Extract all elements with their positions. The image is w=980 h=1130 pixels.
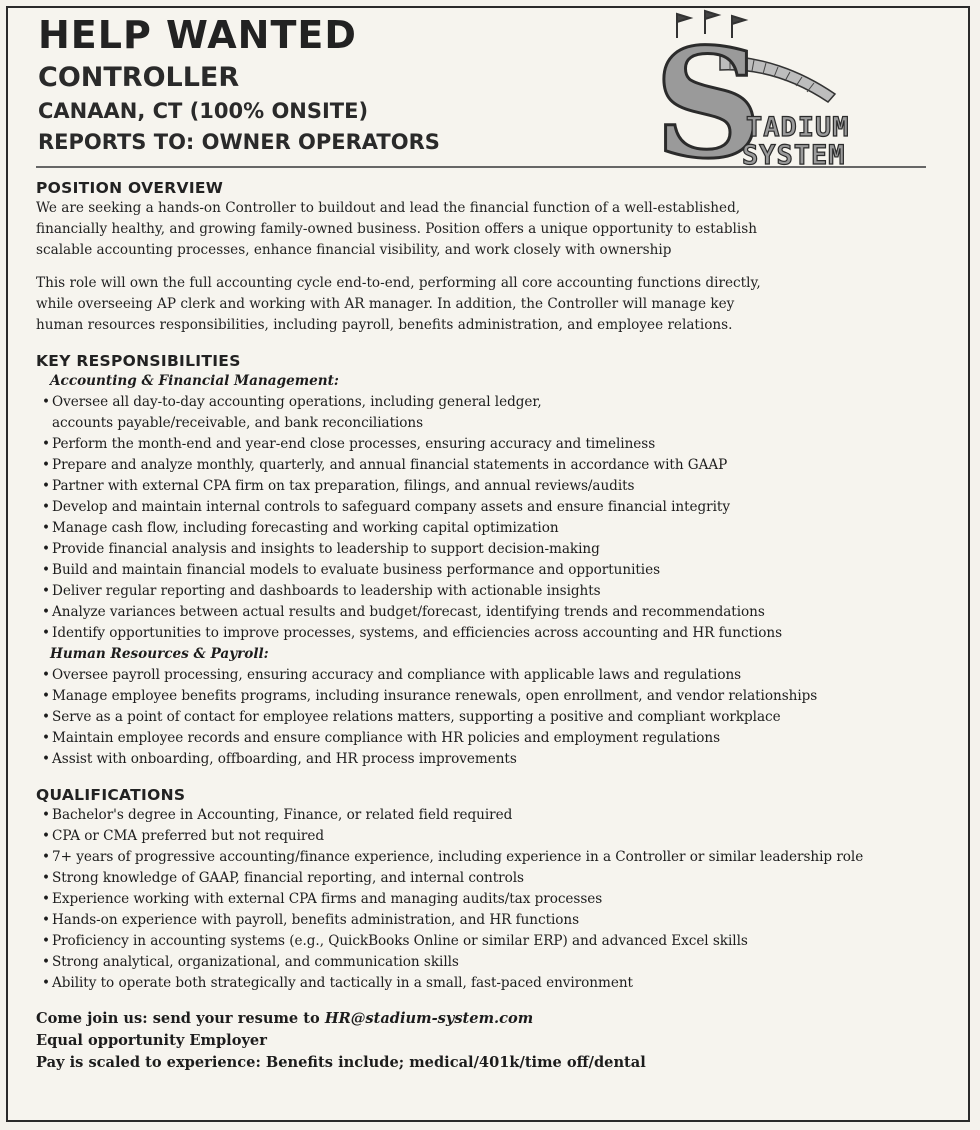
list-item: • Bachelor's degree in Accounting, Finance, or related field required: [42, 805, 954, 826]
list-item: • CPA or CMA preferred but not required: [42, 826, 954, 847]
list-item: • Manage employee benefits programs, including insurance renewals, open enrollment, and vendor relationships: [42, 686, 954, 707]
accounting-list: [36, 392, 954, 644]
apply-line: [36, 1008, 954, 1030]
list-item: • Perform the month-end and year-end close processes, ensuring accuracy and timeliness: [42, 434, 954, 455]
list-item: • 7+ years of progressive accounting/finance experience, including experience in a Controller or similar leadership role: [42, 847, 954, 868]
email-link[interactable]: HR@stadium-system.com: [324, 1010, 534, 1027]
job-location: CANAAN, CT (100% ONSITE): [38, 99, 369, 123]
list-item: • Provide financial analysis and insights to leadership to support decision-making: [42, 539, 954, 560]
list-item: • Maintain employee records and ensure compliance with HR policies and employment regulations: [42, 728, 954, 749]
list-item: • Oversee all day-to-day accounting operations, including general ledger, accounts payable/receivable, and bank reconciliations: [42, 392, 954, 434]
ad-body: [36, 178, 954, 1074]
accounting-subheading: Accounting & Financial Management:: [50, 373, 339, 389]
list-item: • Proficiency in accounting systems (e.g., QuickBooks Online or similar ERP) and advanced Excel skills: [42, 931, 954, 952]
logo-word-stadium: TADIUM: [746, 112, 850, 143]
list-item: • Manage cash flow, including forecasting and working capital optimization: [42, 518, 954, 539]
hr-subheading: Human Resources & Payroll:: [50, 646, 269, 662]
logo-big-letter: S: [654, 16, 763, 168]
list-item: • Hands-on experience with payroll, benefits administration, and HR functions: [42, 910, 954, 931]
logo-word-system: SYSTEM: [742, 140, 846, 168]
overview-paragraph-1: We are seeking a hands-on Controller to buildout and lead the financial function of a well-established, financially healthy, and growing family-owned business. Position offers a unique opportunity to establish scalable accounting processes, enhance financial visibility, and work closely with ownership: [36, 200, 757, 258]
list-item: • Strong knowledge of GAAP, financial reporting, and internal controls: [42, 868, 954, 889]
qualifications-list: [36, 805, 954, 994]
hr-list: [36, 665, 954, 770]
apply-prefix: Come join us: send your resume to: [36, 1010, 325, 1027]
list-item: • Ability to operate both strategically and tactically in a small, fast-paced environment: [42, 973, 954, 994]
list-item: • Assist with onboarding, offboarding, and HR process improvements: [42, 749, 954, 770]
list-item: • Develop and maintain internal controls to safeguard company assets and ensure financial integrity: [42, 497, 954, 518]
list-item: • Analyze variances between actual results and budget/forecast, identifying trends and recommendations: [42, 602, 954, 623]
overview-paragraph-2: This role will own the full accounting cycle end-to-end, performing all core accounting functions directly, while overseeing AP clerk and working with AR manager. In addition, the Controller will manage key human resources responsibilities, including payroll, benefits administration, and employee relations.: [36, 275, 761, 333]
list-item: • Serve as a point of contact for employee relations matters, supporting a positive and compliant workplace: [42, 707, 954, 728]
reports-to: REPORTS TO: OWNER OPERATORS: [38, 130, 440, 154]
eoe-line: Equal opportunity Employer: [36, 1032, 267, 1049]
list-item: • Prepare and analyze monthly, quarterly, and annual financial statements in accordance with GAAP: [42, 455, 954, 476]
list-item: • Experience working with external CPA firms and managing audits/tax processes: [42, 889, 954, 910]
stadium-system-logo: [650, 8, 890, 168]
header-divider: [36, 166, 926, 168]
overview-title: POSITION OVERVIEW: [36, 179, 224, 197]
ad-footer: [36, 1008, 954, 1074]
ad-header: [38, 12, 440, 158]
pay-benefits-line: Pay is scaled to experience: Benefits include; medical/401k/time off/dental: [36, 1054, 646, 1071]
list-item: • Strong analytical, organizational, and communication skills: [42, 952, 954, 973]
job-title: CONTROLLER: [38, 62, 240, 93]
list-item: • Build and maintain financial models to evaluate business performance and opportunities: [42, 560, 954, 581]
qualifications-title: QUALIFICATIONS: [36, 786, 186, 804]
responsibilities-title: KEY RESPONSIBILITIES: [36, 352, 241, 370]
list-item: • Partner with external CPA firm on tax preparation, filings, and annual reviews/audits: [42, 476, 954, 497]
list-item: • Oversee payroll processing, ensuring accuracy and compliance with applicable laws and regulations: [42, 665, 954, 686]
list-item: • Deliver regular reporting and dashboards to leadership with actionable insights: [42, 581, 954, 602]
list-item: • Identify opportunities to improve processes, systems, and efficiencies across accounting and HR functions: [42, 623, 954, 644]
headline: HELP WANTED: [38, 13, 357, 57]
